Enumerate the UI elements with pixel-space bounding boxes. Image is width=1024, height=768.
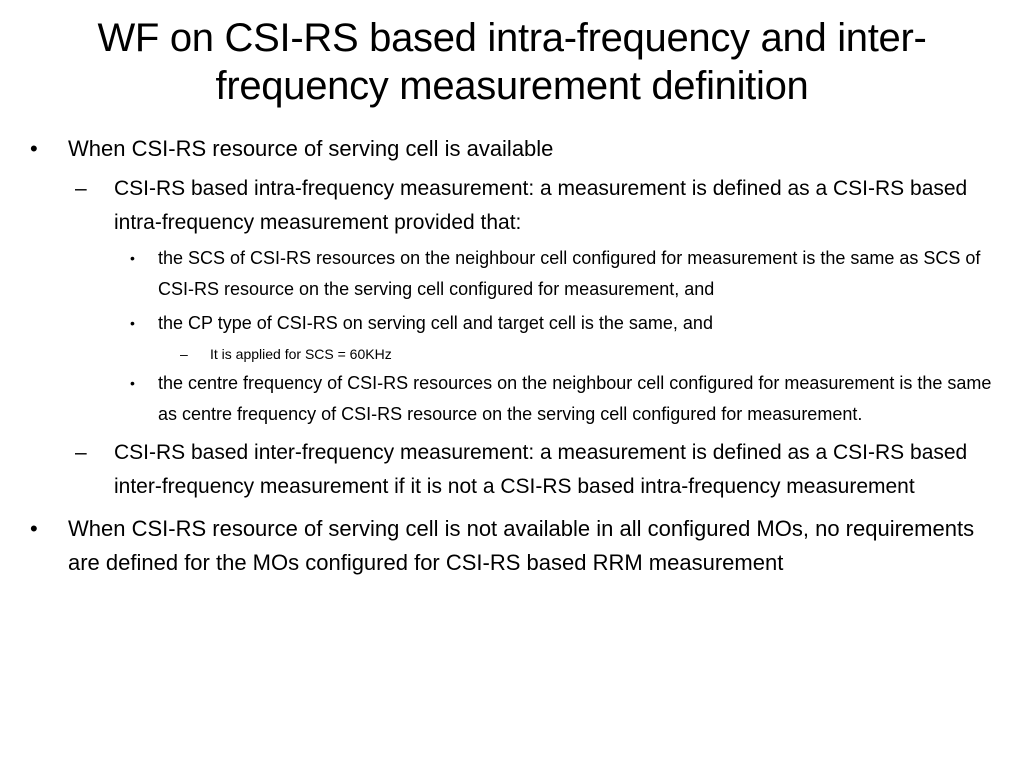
- bullet-list: [30, 132, 1002, 580]
- bullet-dot-icon: •: [130, 315, 135, 331]
- bullet-dot-icon: •: [30, 136, 38, 161]
- bullet-text: When CSI-RS resource of serving cell is not available in all configured MOs, no requirements are defined for the MOs configured for CSI-RS based RRM measurement: [68, 516, 975, 575]
- bullet-text: the SCS of CSI-RS resources on the neighbour cell configured for measurement is the same as SCS of CSI-RS resource on the serving cell configured for measurement, and: [158, 248, 981, 299]
- bullet-text: It is applied for SCS = 60KHz: [210, 346, 392, 362]
- bullet-text: CSI-RS based intra-frequency measurement: a measurement is defined as a CSI-RS based intra-frequency measurement provided that:: [114, 177, 968, 234]
- bullet-item-level3: [30, 368, 1002, 430]
- slide-title: WF on CSI-RS based intra-frequency and inter-frequency measurement definition: [97, 16, 927, 108]
- bullet-dot-icon: •: [30, 516, 38, 541]
- bullet-item-level2: [30, 436, 1002, 504]
- bullet-dot-icon: •: [130, 250, 135, 266]
- bullet-item-level1: [30, 132, 1002, 166]
- bullet-item-level3: [30, 243, 1002, 305]
- bullet-dot-icon: •: [130, 375, 135, 391]
- bullet-text: CSI-RS based inter-frequency measurement: a measurement is defined as a CSI-RS based inter-frequency measurement if it is not a CSI-RS based intra-frequency measurement: [114, 441, 968, 498]
- bullet-item-level3: [30, 308, 1002, 339]
- bullet-text: the centre frequency of CSI-RS resources on the neighbour cell configured for measurement is the same as centre frequency of CSI-RS resource on the serving cell configured for measurement.: [158, 373, 992, 424]
- bullet-dash-icon: –: [180, 346, 188, 362]
- bullet-text: the CP type of CSI-RS on serving cell and target cell is the same, and: [158, 313, 713, 333]
- bullet-dash-icon: –: [75, 441, 87, 464]
- bullet-item-level4: [30, 343, 1002, 365]
- bullet-item-level2: [30, 172, 1002, 240]
- bullet-dash-icon: –: [75, 177, 87, 200]
- bullet-item-level1: [30, 512, 1002, 580]
- bullet-text: When CSI-RS resource of serving cell is available: [68, 136, 554, 161]
